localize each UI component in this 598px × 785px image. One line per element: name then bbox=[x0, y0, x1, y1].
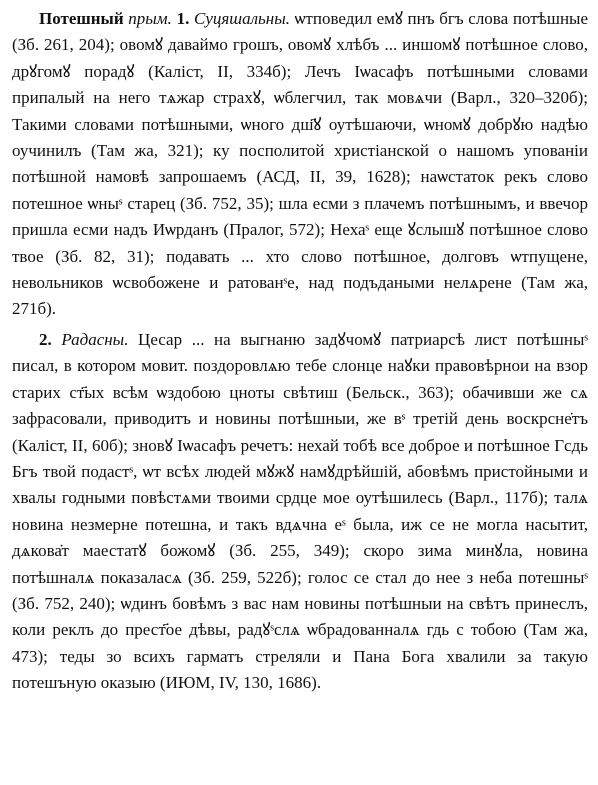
sense-2-gloss: Радасны. bbox=[61, 329, 129, 349]
headword: Потешный bbox=[39, 9, 124, 28]
sense-2-text: Цесар ... на выгнаню задꙋчомꙋ патриарсѣ лист потѣшныˢ писал, в котором мовит. поздоровлѧю тебе слонце наꙋки правовѣрнои на взор старих ст҃ых всѣм ѡздобою цноты свѣтиш (Бельск., 363); обачивши же сѧ зафрасовали, приводитъ и новины потѣшныи, же вˢ третій день воскрсне̇тъ (Каліст, II, 60б); зновꙋ Іѡасафъ речетъ: нехай тобѣ все доброе и потѣшное Гсдь Бгъ твой подастˢ, ѡт всѣх людей мꙋжꙋ намꙋдрѣйшій, абовѣмъ пристойными и хвалы годными повѣстѧми твоими срдце мое оутѣшилесь (Варл., 117б); талѧ новина незмерне потешна, и такъ вдѧчна еˢ была, иж се не могла насытит, дѧкова̇т маестатꙋ божомꙋ (Зб. 255, 349); скоро зима минꙋла, новина потѣшналѧ показаласѧ (Зб. 259, 522б); голос се стал до нее з неба потешныˢ (Зб. 752, 240); ѡдинъ бовѣмъ з вас нам новины потѣшныи на свѣтъ принеслъ, коли реклъ до прест҃ое дѣвы, радꙋˢслѧ ѡбрадованналѧ гдь с тобою (Там жа, 473); теды зо всихъ гарматъ стреляли и Пана Бога хвалили за такую потешъную оказыю (ИЮМ, IV, 130, 1686). bbox=[12, 329, 588, 693]
part-of-speech: прым. bbox=[128, 9, 172, 28]
sense-1-text: ѡтповедил емꙋ пнъ бгъ слова потѣшные (Зб. 261, 204); овомꙋ даваймо грошъ, овомꙋ хлѣбъ ... иншомꙋ потѣшное слово, дрꙋгомꙋ порадꙋ (Каліст, II, 334б); Лечъ Іѡасафъ потѣшными словами припалый на него тѧжар страхꙋ, ѡблегчил, так мовѧчи (Варл., 320–320б); Такими словами потѣшными, ѡного дш҃ꙋ оутѣшаючи, ѡномꙋ добрꙋю надѣю оучинилъ (Там жа, 321); ку посполитой христіанской о нашомъ упованіи потѣшной намовѣ запрошаемъ (АСД, II, 39, 1628); наѡстаток рекъ слово потешное ѡныˢ старец (Зб. 752, 35); шла есми з плачемъ потѣшнымъ, и ввечор пришла есми надъ Иѡрданъ (Пралог, 572); Нехаˢ еще ꙋслышꙋ потѣшное слово твое (Зб. 82, 31); подавать ... хто слово потѣшное, долговъ ѡтпущене, невольников ѡсвобожене и ратованˢе, над подъдаными нелѧрене (Там жа, 271б). bbox=[12, 9, 589, 319]
sense-1-gloss: Суцяшальны. bbox=[194, 9, 290, 28]
sense-2-paragraph bbox=[12, 327, 588, 697]
sense-1-paragraph bbox=[12, 6, 588, 323]
sense-1-number: 1. bbox=[176, 9, 190, 28]
sense-2-number: 2. bbox=[39, 329, 52, 349]
